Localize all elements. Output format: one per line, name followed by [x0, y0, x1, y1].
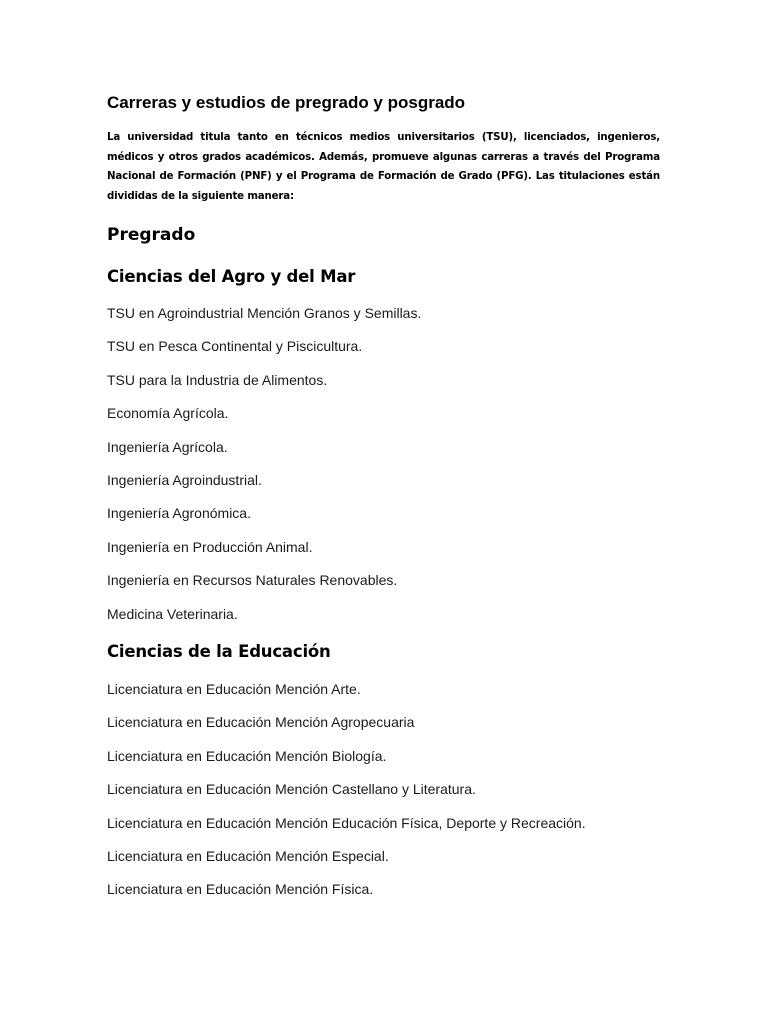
list-item: Economía Agrícola. — [107, 405, 229, 422]
list-item: TSU en Pesca Continental y Piscicultura. — [107, 338, 363, 355]
list-item: Ingeniería Agrícola. — [107, 438, 228, 455]
section-heading-agro-mar: Ciencias del Agro y del Mar — [107, 267, 356, 286]
list-item: Licenciatura en Educación Mención Especial. — [107, 847, 389, 864]
list-item: Ingeniería Agronómica. — [107, 505, 251, 522]
career-list-educacion — [107, 679, 586, 913]
list-item: Ingeniería en Producción Animal. — [107, 538, 313, 555]
list-item: Licenciatura en Educación Mención Arte. — [107, 681, 361, 697]
list-item: TSU en Agroindustrial Mención Granos y Semillas. — [107, 305, 422, 321]
list-item: Ingeniería en Recursos Naturales Renovables. — [107, 572, 398, 589]
list-item: TSU para la Industria de Alimentos. — [107, 371, 328, 388]
intro-paragraph: La universidad titula tanto en técnicos medios universitarios (TSU), licenciados, ingenieros, médicos y otros grados académicos. Además, promueve algunas carreras a través del Programa Nacional de Formación (PNF) y el Programa de Formación de Grado (PFG). Las titulaciones están divididas de la siguiente manera: — [107, 132, 660, 203]
list-item: Ingeniería Agroindustrial. — [107, 471, 262, 488]
list-item: Licenciatura en Educación Mención Agropecuaria — [107, 714, 415, 731]
list-item: Licenciatura en Educación Mención Castellano y Literatura. — [107, 781, 476, 798]
level-heading-pregrado: Pregrado — [107, 225, 196, 245]
document-title: Carreras y estudios de pregrado y posgrado — [107, 93, 466, 112]
list-item: Licenciatura en Educación Mención Educación Física, Deporte y Recreación. — [107, 814, 586, 831]
list-item: Medicina Veterinaria. — [107, 605, 238, 622]
list-item: Licenciatura en Educación Mención Biología. — [107, 747, 387, 764]
career-list-agro-mar — [107, 303, 421, 637]
list-item: Licenciatura en Educación Mención Física. — [107, 881, 374, 898]
section-heading-educacion: Ciencias de la Educación — [107, 642, 331, 661]
